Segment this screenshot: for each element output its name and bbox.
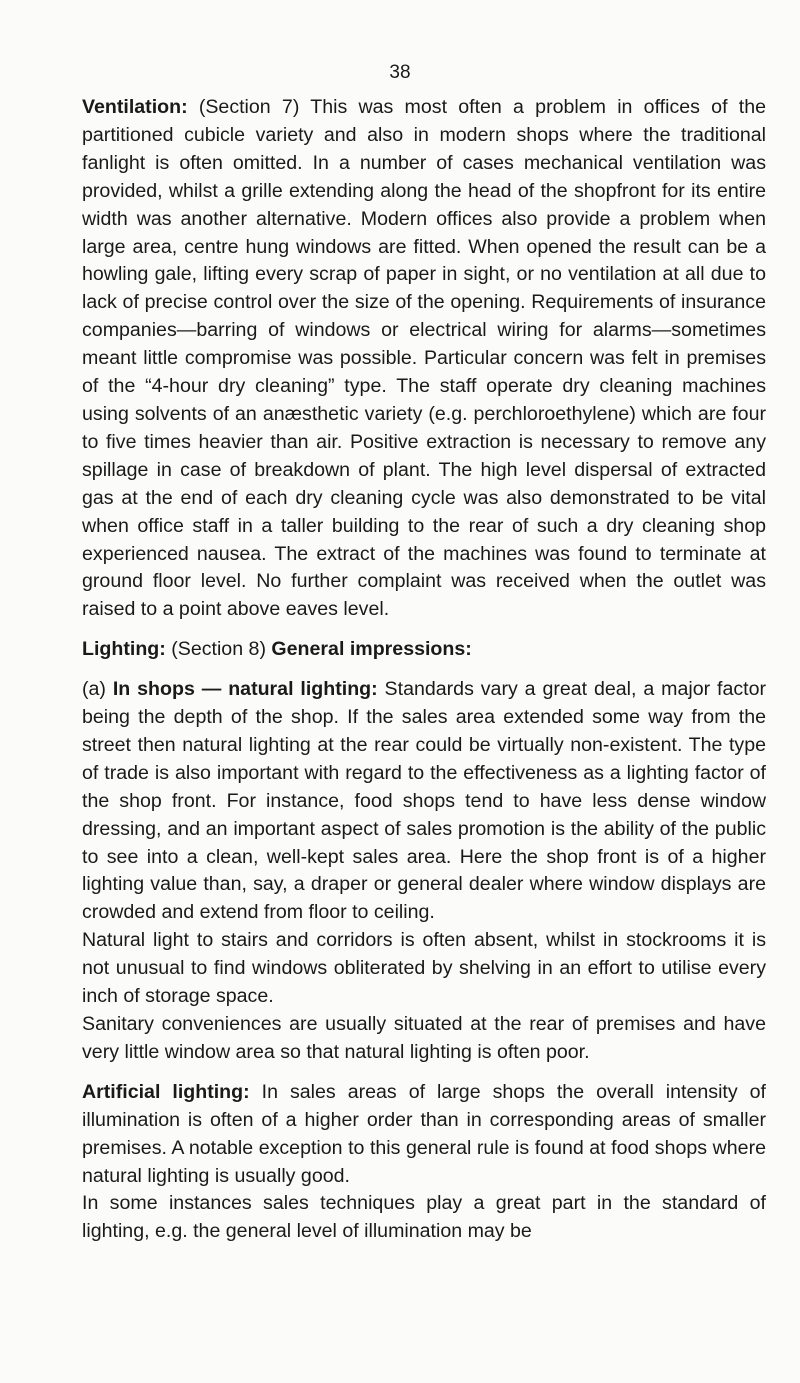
lighting-heading-paragraph xyxy=(82,636,766,664)
sanitary-paragraph: Sanitary conveniences are usually situated at the rear of premises and have very little window area so that natural lighting is often poor. xyxy=(82,1013,766,1063)
shops-label: (a) xyxy=(82,678,113,701)
shops-heading: In shops — natural lighting: xyxy=(112,678,378,701)
artificial-text: In sales areas of large shops the overall intensity of illumination is often of a higher order than in corresponding areas of smaller premises. A notable exception to this general rule is found at food shops where natural lighting is usually good. xyxy=(82,1080,767,1187)
sales-paragraph: In some instances sales techniques play a great part in the standard of lighting, e.g. the general level of illumination may be xyxy=(82,1192,766,1243)
lighting-section: (Section 8) xyxy=(165,638,272,661)
ventilation-paragraph xyxy=(82,94,766,624)
ventilation-text: (Section 7) This was most often a problem in offices of the partitioned cubicle variety and also in modern shops where the traditional fanlight is often omitted. In a number of cases mechanical ventilation was provided, whilst a grille extending along the head of the shopfront for its entire width was another alternative. Modern offices also provide a problem when large area, centre hung windows are fitted. When opened the result can be a howling gale, lifting every scrap of paper in sight, or no ventilation at all due to lack of precise control over the size of the opening. Requirements of insurance companies—barring of windows or electrical wiring for alarms—sometimes meant little compromise was possible. Particular concern was felt in premises of the “4-hour dry cleaning” type. The staff operate dry cleaning machines using solvents of an anæsthetic variety (e.g. perchloroethylene) which are four to five times heavier than air. Positive extraction is necessary to remove any spillage in case of breakdown of plant. The high level dispersal of extracted gas at the end of each dry cleaning cycle was also demonstrated to be vital when office staff in a taller building to the rear of such a dry cleaning shop experienced nausea. The extract of the machines was found to terminate at ground floor level. No further complaint was received when the outlet was raised to a point above eaves level. xyxy=(82,96,766,621)
artificial-heading: Artificial lighting: xyxy=(82,1080,250,1103)
lighting-heading: Lighting: xyxy=(82,638,166,661)
artificial-paragraph xyxy=(82,1079,766,1191)
lighting-subheading: General impressions: xyxy=(271,638,472,661)
ventilation-heading: Ventilation: xyxy=(82,96,188,118)
page-number: 38 xyxy=(389,62,411,83)
body-text xyxy=(82,94,766,1246)
stairs-paragraph: Natural light to stairs and corridors is often absent, whilst in stockrooms it is not unusual to find windows obliterated by shelving in an effort to utilise every inch of storage space. xyxy=(82,929,766,1008)
shops-paragraph xyxy=(82,676,766,927)
shops-text: Standards vary a great deal, a major factor being the depth of the shop. If the sales area extended some way from the street then natural lighting at the rear could be virtually non-existent. The type of trade is also important with regard to the effectiveness as a lighting factor of the shop front. For instance, food shops tend to have less dense window dressing, and an important aspect of sales promotion is the ability of the public to see into a clean, well-kept sales area. Here the shop front is of a higher lighting value than, say, a draper or general dealer where window displays are crowded and extend from floor to ceiling. xyxy=(82,678,767,924)
